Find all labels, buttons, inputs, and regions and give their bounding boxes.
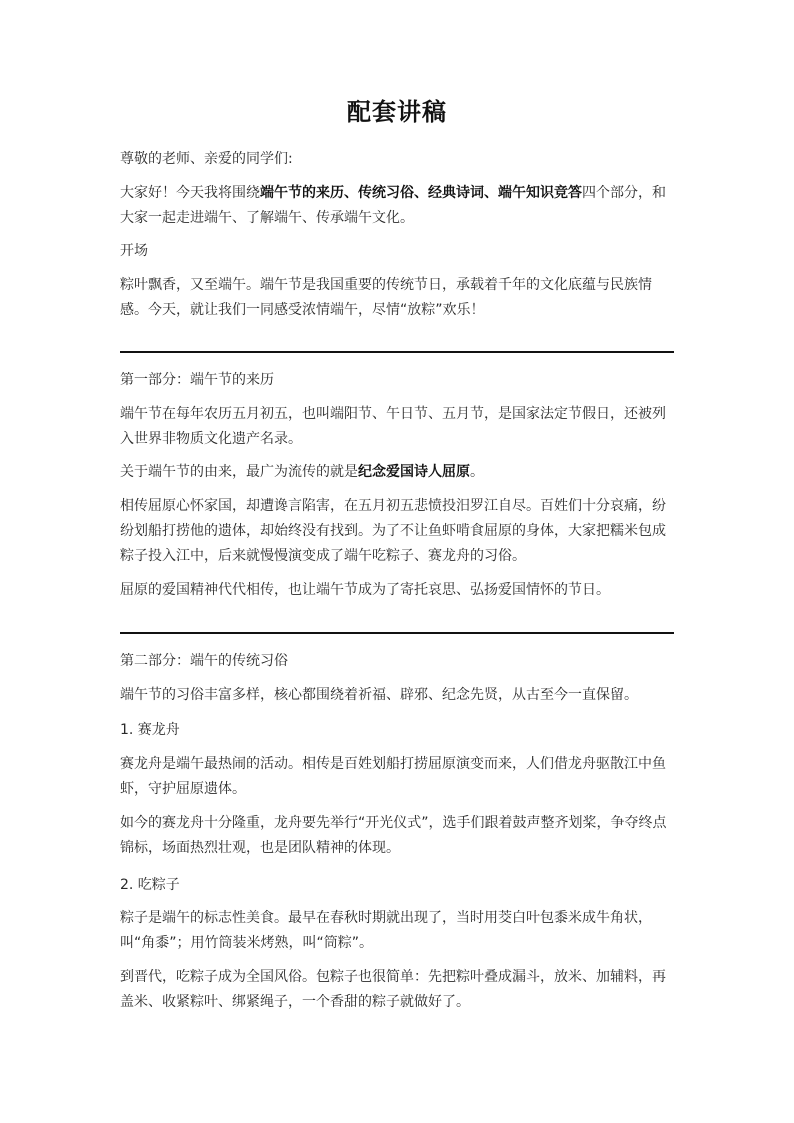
intro-text-post: 四个部分，和大家一起走进端午、了解端午、传承端午文化。 — [120, 185, 666, 226]
part1-p2-post: 。 — [470, 464, 484, 480]
intro-text-bold: 端午节的来历、传统习俗、经典诗词、端午知识竞答 — [260, 185, 582, 201]
opening-paragraph: 粽叶飘香，又至端午。端午节是我国重要的传统节日，承载着千年的文化底蕴与民族情感。今天，就让我们一同感受浓情端午，尽情“放粽”欢乐！ — [120, 277, 652, 318]
part2-heading: 第二部分：端午的传统习俗 — [120, 653, 288, 669]
part2-intro: 端午节的习俗丰富多样，核心都围绕着祈福、辟邪、纪念先贤，从古至今一直保留。 — [120, 687, 638, 703]
section-divider — [120, 632, 674, 634]
part1-paragraph-4: 屈原的爱国精神代代相传，也让端午节成为了寄托哀思、弘扬爱国情怀的节日。 — [120, 582, 610, 598]
section-divider — [120, 351, 674, 353]
part2-sub2-paragraph-2: 到晋代，吃粽子成为全国风俗。包粽子也很简单：先把粽叶叠成漏斗，放米、加辅料，再盖米、收紧粽叶、绑紧绳子，一个香甜的粽子就做好了。 — [120, 969, 666, 1010]
part1-p2-bold: 纪念爱国诗人屈原 — [358, 464, 470, 480]
part1-paragraph-2 — [120, 460, 674, 485]
part1-p2-pre: 关于端午节的由来，最广为流传的就是 — [120, 464, 358, 480]
intro-text-pre: 大家好！今天我将围绕 — [120, 185, 260, 201]
intro-paragraph — [120, 181, 674, 231]
page-title: 配套讲稿 — [347, 98, 447, 126]
part1-paragraph-1: 端午节在每年农历五月初五，也叫端阳节、午日节、五月节，是国家法定节假日，还被列入世界非物质文化遗产名录。 — [120, 406, 666, 447]
part2-sub1-paragraph-1: 赛龙舟是端午最热闹的活动。相传是百姓划船打捞屈原演变而来，人们借龙舟驱散江中鱼虾，守护屈原遗体。 — [120, 756, 666, 797]
part1-paragraph-3: 相传屈原心怀家国，却遭谗言陷害，在五月初五悲愤投汨罗江自尽。百姓们十分哀痛，纷纷划船打捞他的遗体，却始终没有找到。为了不让鱼虾啃食屈原的身体，大家把糯米包成粽子投入江中，后来就慢慢演变成了端午吃粽子、赛龙舟的习俗。 — [120, 498, 666, 564]
opening-heading: 开场 — [120, 243, 148, 259]
part2-sub2-paragraph-1: 粽子是端午的标志性美食。最早在春秋时期就出现了，当时用茭白叶包黍米成牛角状，叫“角黍”；用竹筒装米烤熟，叫“筒粽”。 — [120, 910, 652, 951]
part2-sub2-heading: 2. 吃粽子 — [120, 877, 180, 893]
greeting: 尊敬的老师、亲爱的同学们: — [120, 151, 293, 167]
part2-sub1-heading: 1. 赛龙舟 — [120, 722, 180, 738]
part1-heading: 第一部分：端午节的来历 — [120, 372, 274, 388]
part2-sub1-paragraph-2: 如今的赛龙舟十分隆重，龙舟要先举行“开光仪式”，选手们跟着鼓声整齐划桨，争夺终点锦标，场面热烈壮观，也是团队精神的体现。 — [120, 815, 667, 856]
